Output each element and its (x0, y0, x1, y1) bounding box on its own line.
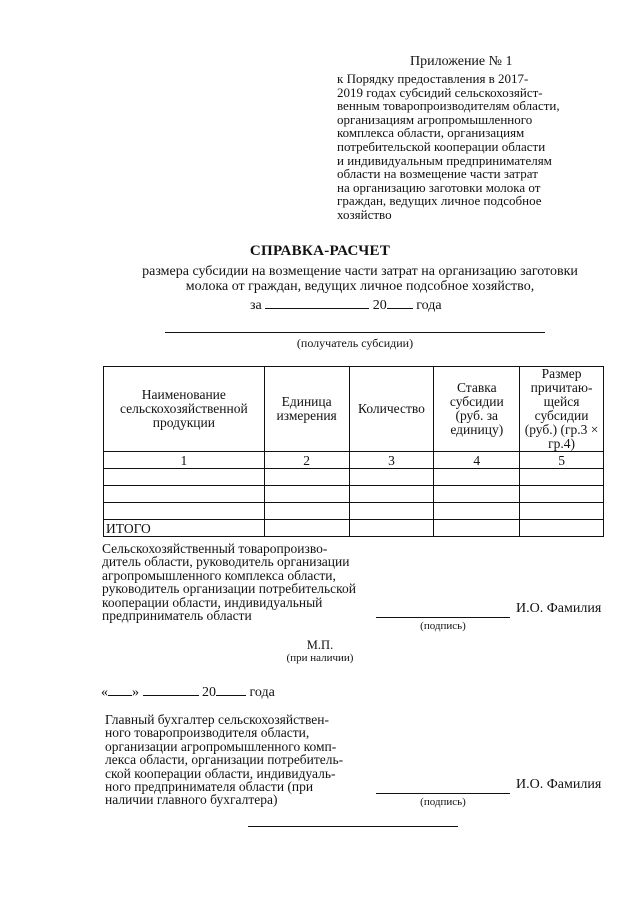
total-row (104, 520, 604, 537)
period-month-field[interactable] (265, 296, 369, 309)
table-row (104, 469, 604, 486)
signature-field[interactable] (376, 617, 510, 618)
table-cell[interactable] (104, 503, 265, 520)
appendix-line: организациям агропромышленного (337, 111, 533, 127)
table-cell[interactable] (104, 469, 265, 486)
column-number: 1 (104, 452, 265, 469)
subtitle-line: размера субсидии на возмещение части затрат на организацию заготовки (142, 264, 578, 279)
date-year-field[interactable] (216, 683, 246, 696)
table-cell[interactable] (349, 486, 434, 503)
appendix-title: Приложение № 1 (410, 54, 513, 69)
accountant-line: Главный бухгалтер сельскохозяйствен- (105, 712, 330, 727)
signatory-name: И.О. Фамилия (516, 601, 602, 616)
signatory-line: Сельскохозяйственный товаропроизво- (102, 541, 328, 556)
date-suffix: года (249, 685, 275, 700)
table-cell[interactable] (434, 486, 520, 503)
period-row (250, 296, 442, 314)
document-title: СПРАВКА-РАСЧЕТ (249, 243, 391, 259)
appendix-line: области на возмещение части затрат (337, 166, 538, 182)
accountant-line: ской кооперации области, индивидуаль- (105, 765, 336, 781)
column-number: 3 (349, 452, 434, 469)
table-cell[interactable] (434, 503, 520, 520)
appendix-line: к Порядку предоставления в 2017- (337, 71, 529, 86)
accountant-line: ного товаропроизводителя области, (105, 725, 310, 741)
signatory-line: дитель области, руководитель организации (102, 554, 350, 570)
column-header: Единица измерения (264, 367, 349, 452)
appendix-line: граждан, ведущих личное подсобное (337, 193, 542, 209)
total-label: ИТОГО (104, 520, 265, 537)
appendix-line: на организацию заготовки молока от (337, 179, 541, 195)
accountant-line: лекса области, организации потребитель- (105, 752, 344, 768)
column-header: Ставка субсидии (руб. за единицу) (434, 367, 520, 452)
table-cell[interactable] (434, 469, 520, 486)
column-number-row (104, 452, 604, 469)
signatory-line: агропромышленного комплекса области, (102, 567, 336, 583)
period-suffix: года (416, 298, 442, 313)
subtitle-line: молока от граждан, ведущих личное подсобное хозяйство, (185, 279, 535, 294)
accountant-signature-label: (подпись) (420, 796, 466, 808)
table-cell[interactable] (520, 503, 604, 520)
appendix-reference (337, 72, 597, 222)
signatory-description (102, 542, 377, 622)
table-row (104, 503, 604, 520)
calculation-table (103, 366, 604, 537)
appendix-line: потребительской кооперации области (337, 138, 546, 154)
stamp-note: (при наличии) (286, 652, 354, 664)
table-cell[interactable] (104, 486, 265, 503)
appendix-line: и индивидуальным предпринимателям (337, 152, 552, 168)
accountant-line: наличии главного бухгалтера) (105, 792, 278, 808)
column-number: 4 (434, 452, 520, 469)
signatory-line: предприниматель области (102, 608, 252, 624)
table-cell[interactable] (349, 503, 434, 520)
accountant-line: ного предпринимателя области (при (105, 779, 314, 795)
stamp-label: М.П. (306, 638, 334, 652)
period-year: 20 (372, 298, 387, 313)
date-row (101, 683, 275, 701)
date-day-field[interactable] (108, 683, 132, 696)
table-cell[interactable] (520, 486, 604, 503)
accountant-description (105, 713, 370, 807)
table-cell[interactable] (349, 520, 434, 537)
accountant-signature-field[interactable] (376, 793, 510, 794)
document-subtitle (110, 264, 610, 294)
table-cell[interactable] (349, 469, 434, 486)
table-cell[interactable] (264, 503, 349, 520)
table-row (104, 486, 604, 503)
appendix-line: хозяйство (337, 206, 392, 222)
column-number: 2 (264, 452, 349, 469)
accountant-name: И.О. Фамилия (516, 777, 602, 792)
table-cell[interactable] (264, 469, 349, 486)
date-open-quote: « (101, 685, 108, 700)
date-month-field[interactable] (143, 683, 199, 696)
table-cell[interactable] (520, 469, 604, 486)
column-number: 5 (520, 452, 604, 469)
accountant-line: организации агропромышленного комп- (105, 738, 337, 754)
footer-divider (248, 826, 458, 827)
date-close-quote: » (132, 685, 139, 700)
table-cell[interactable] (264, 486, 349, 503)
appendix-line: комплекса области, организациям (337, 125, 525, 141)
column-header: Количество (349, 367, 434, 452)
table-cell[interactable] (434, 520, 520, 537)
signatory-line: кооперации области, индивидуальный (102, 594, 323, 610)
appendix-line: 2019 годах субсидий сельскохозяйст- (337, 84, 543, 100)
signature-label: (подпись) (420, 620, 466, 632)
date-year: 20 (202, 685, 216, 700)
recipient-field[interactable] (165, 332, 545, 333)
period-year-field[interactable] (387, 296, 413, 309)
signatory-line: руководитель организации потребительской (102, 581, 357, 597)
appendix-line: венным товаропроизводителям области, (337, 98, 560, 114)
table-cell[interactable] (264, 520, 349, 537)
period-prefix: за (250, 298, 262, 313)
table-cell[interactable] (520, 520, 604, 537)
recipient-label: (получатель субсидии) (296, 336, 414, 350)
table-header-row (104, 367, 604, 452)
column-header: Размер причитаю-щейся субсидии (руб.) (гр.3 × гр.4) (520, 367, 604, 452)
column-header: Наименование сельскохозяйственной продукции (104, 367, 265, 452)
